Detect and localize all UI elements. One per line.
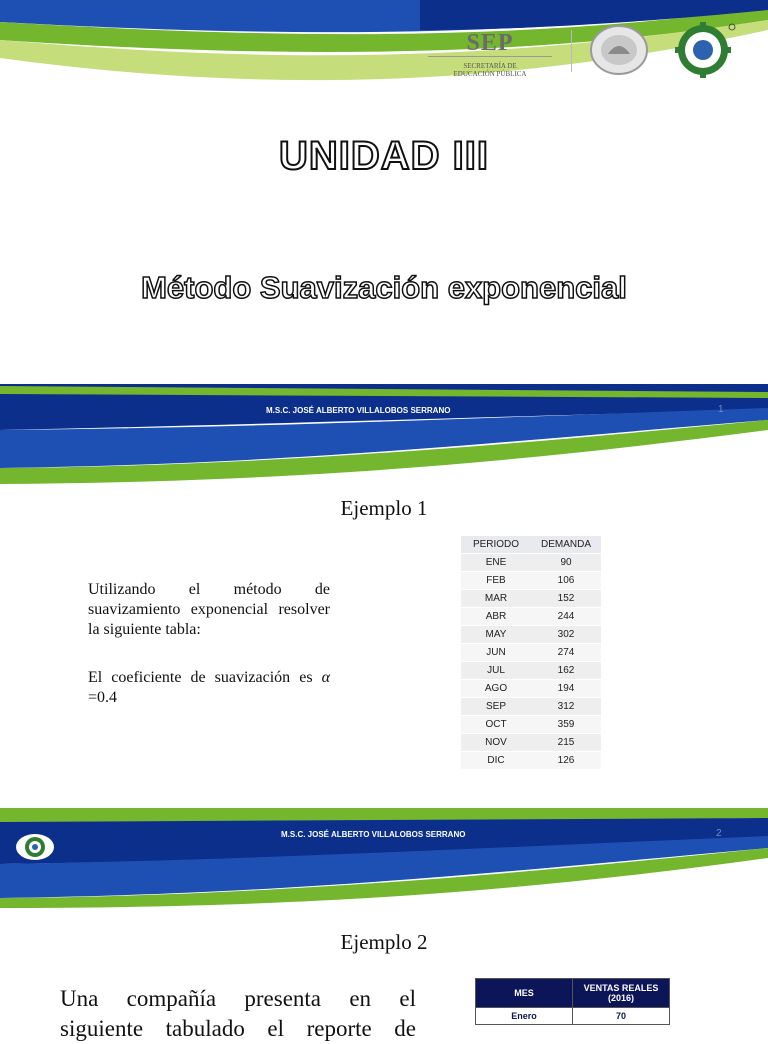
author-footer: M.S.C. JOSÉ ALBERTO VILLALOBOS SERRANO [281,830,466,839]
example-1-heading: Ejemplo 1 [340,496,428,520]
table-cell: SEP [461,698,531,716]
column-header-demanda: DEMANDA [531,536,601,554]
table-cell: NOV [461,734,531,752]
table-cell: 152 [531,590,601,608]
page-number: 1 [718,404,724,415]
table-cell: FEB [461,572,531,590]
header-wave-decoration [0,0,768,110]
table-cell: 126 [531,752,601,770]
table-cell: Enero [476,1008,573,1025]
table-cell: DIC [461,752,531,770]
table-cell: 162 [531,662,601,680]
demand-table [461,536,601,770]
table-cell: 302 [531,626,601,644]
table-row [461,734,601,752]
table-cell: 274 [531,644,601,662]
slide-subtitle-method: Método Suavización exponencial [141,270,627,305]
table-row [461,626,601,644]
sales-table [475,978,670,1025]
table-row [461,572,601,590]
column-header-ventas: VENTAS REALES (2016) [573,979,670,1008]
table-cell: 359 [531,716,601,734]
table-cell: 70 [573,1008,670,1025]
header-bar-wave-decoration [0,808,768,908]
column-header-mes: MES [476,979,573,1008]
table-cell: ENE [461,554,531,572]
intro-line: Una compañía presenta en el [60,986,416,1011]
author-footer: M.S.C. JOSÉ ALBERTO VILLALOBOS SERRANO [266,406,451,415]
column-header-periodo: PERIODO [461,536,531,554]
instruction-text: Utilizando el método de suavizamiento exponencial resolver la siguiente tabla: [88,581,330,638]
table-row [461,716,601,734]
table-cell: 312 [531,698,601,716]
header-bar-wave-decoration [0,384,768,484]
table-row [461,644,601,662]
institute-gear-logo-icon [14,832,56,862]
table-row [461,590,601,608]
sep-logo [428,30,552,76]
example-2-intro-text [60,984,416,1044]
slide-example-1 [0,384,768,792]
table-cell: ABR [461,608,531,626]
table-cell: 90 [531,554,601,572]
slide-example-2 [0,808,768,1041]
table-cell: JUN [461,644,531,662]
sep-logo-title: SEP [466,30,514,56]
table-row [461,698,601,716]
institute-gear-logo-icon [668,22,738,78]
example-2-heading: Ejemplo 2 [340,930,428,954]
intro-line: siguiente tabulado el reporte de [60,1016,416,1041]
table-cell: 244 [531,608,601,626]
slide-title-unit: UNIDAD III [279,134,489,178]
coefficient-label: El coeficiente de suavización es [88,669,313,686]
table-row [461,680,601,698]
table-row [476,1008,670,1025]
table-row [461,662,601,680]
alpha-symbol: α [321,669,331,686]
sep-logo-line1: SECRETARÍA DE [463,62,517,70]
table-cell: MAY [461,626,531,644]
mexico-seal-icon [586,24,652,76]
table-row [461,554,601,572]
table-cell: 106 [531,572,601,590]
table-cell: 215 [531,734,601,752]
example-1-instructions [88,580,330,708]
smoothing-coefficient-text [88,668,330,708]
slide-title [0,0,768,384]
table-cell: AGO [461,680,531,698]
table-cell: OCT [461,716,531,734]
table-cell: JUL [461,662,531,680]
table-row [461,752,601,770]
page-number: 2 [716,828,722,839]
sep-logo-line2: EDUCACIÓN PÚBLICA [453,70,527,78]
table-cell: MAR [461,590,531,608]
table-cell: 194 [531,680,601,698]
table-row [461,608,601,626]
alpha-value: =0.4 [88,689,118,706]
